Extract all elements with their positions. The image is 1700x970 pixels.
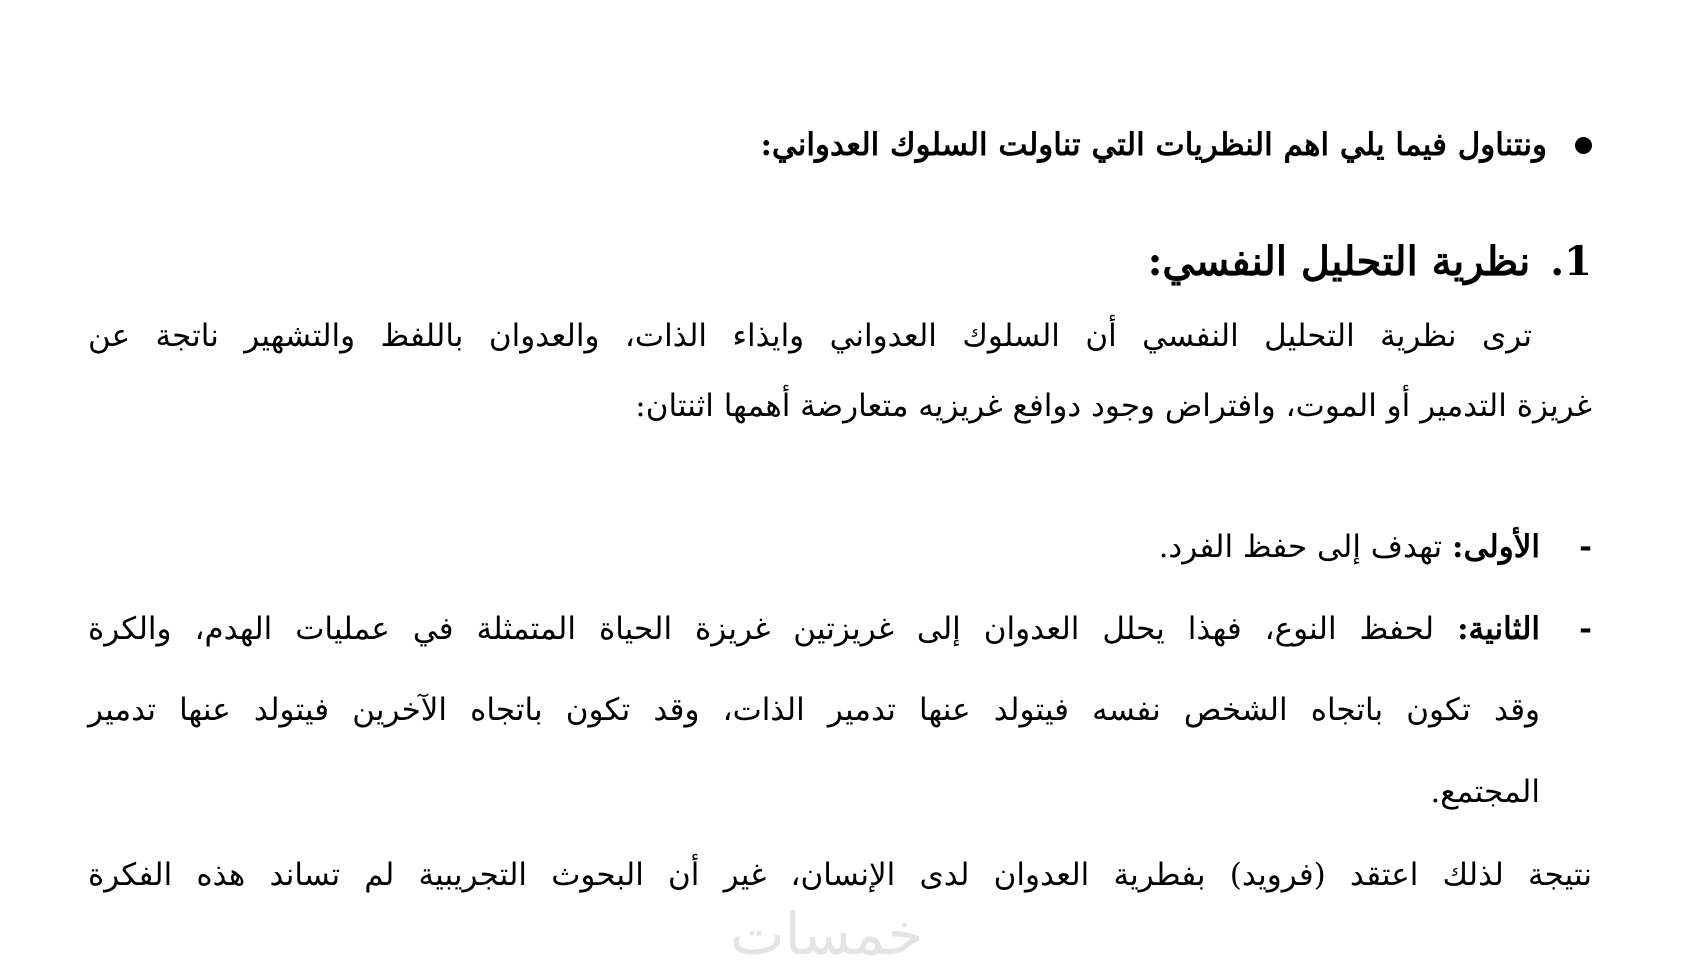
paragraph1-line2: غريزة التدمير أو الموت، وافتراض وجود دوافع غريزيه متعارضة أهمها اثنتان: (635, 388, 1592, 424)
list-item (88, 589, 1592, 669)
section-heading (1148, 230, 1592, 294)
list-item-body: لحفظ النوع، فهذا يحلل العدوان إلى غريزتين غريزة الحياة المتمثلة في عمليات الهدم، والكرة (88, 611, 1458, 647)
list-item-body: تهدف إلى حفظ الفرد. (1158, 529, 1452, 565)
intro-bullet-text: ونتناول فيما يلي اهم النظريات التي تناولت السلوك العدواني: (760, 127, 1547, 163)
list-continuation-line1: وقد تكون باتجاه الشخص نفسه فيتولد عنها تدمير الذات، وقد تكون باتجاه الآخرين فيتولد عنها تدمير (88, 692, 1540, 728)
section-heading-text: نظرية التحليل النفسي: (1147, 238, 1531, 285)
list-item (88, 507, 1592, 587)
watermark-logo: خمسات (730, 900, 924, 968)
list-item-term: الأولى: (1452, 529, 1540, 565)
list-dash: - (1579, 529, 1592, 565)
list-item-term: الثانية: (1457, 611, 1540, 647)
list-item-text (88, 589, 1540, 669)
paragraph1-line1: ترى نظرية التحليل النفسي أن السلوك العدواني وايذاء الذات، والعدوان باللفظ والتشهير ناتجة عن (88, 318, 1532, 354)
section-heading-number: 1. (1550, 238, 1592, 285)
bullet-dot-icon (1575, 137, 1592, 154)
paragraph2-line1: نتيجة لذلك اعتقد (فرويد) بفطرية العدوان لدى الإنسان، غير أن البحوث التجريبية لم تساند هذه الفكرة (88, 857, 1592, 893)
intro-bullet-line (492, 118, 1592, 172)
list-dash: - (1579, 611, 1592, 647)
list-item-text (88, 507, 1540, 587)
list-continuation-line2: المجتمع. (1430, 774, 1540, 810)
